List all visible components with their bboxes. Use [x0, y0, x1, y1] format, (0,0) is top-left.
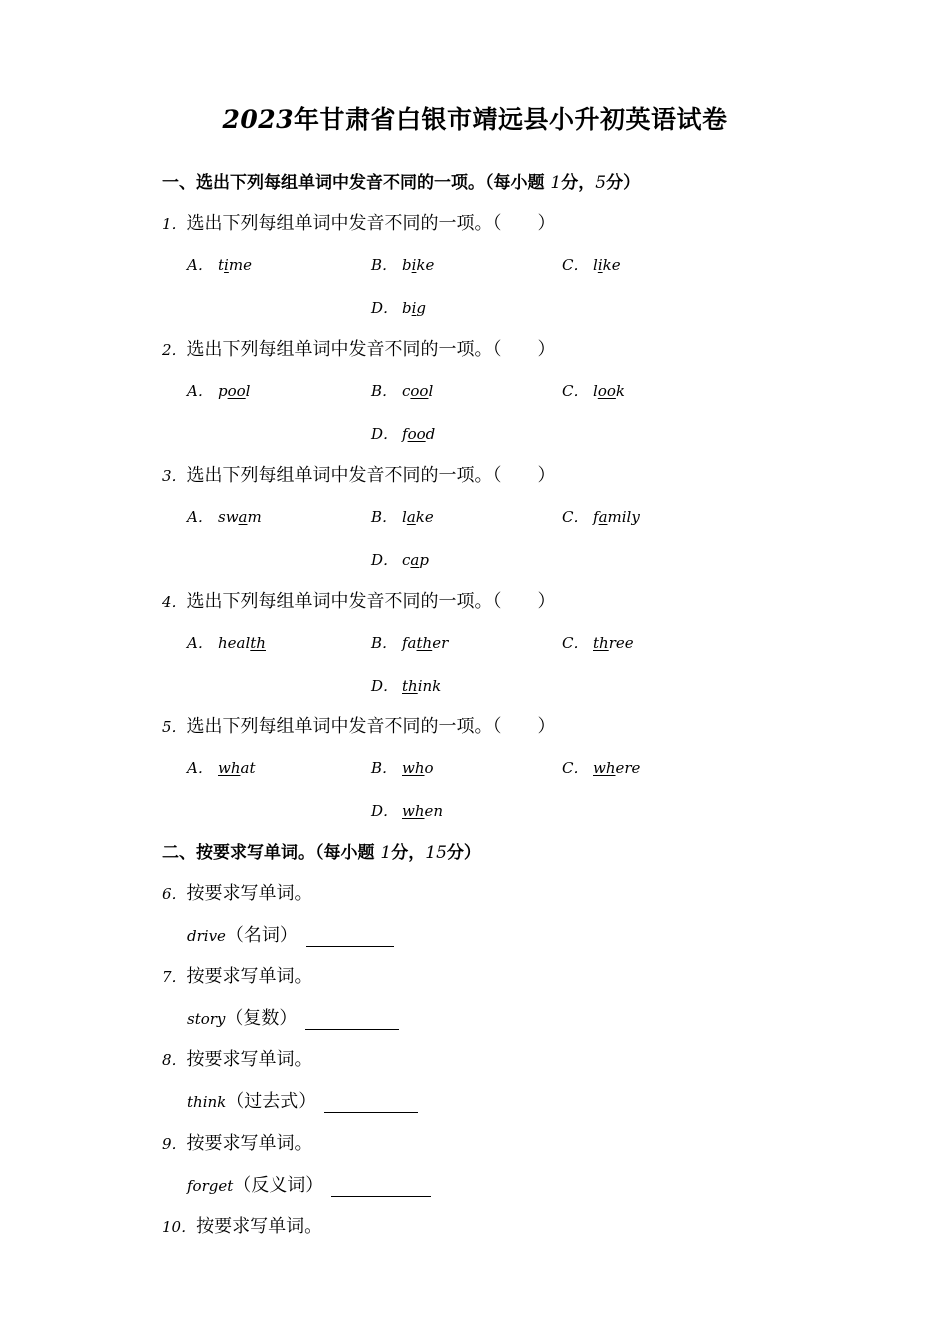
- question-1: 1．选出下列每组单词中发音不同的一项。（ ）: [162, 213, 556, 234]
- page-title: [0, 100, 950, 136]
- q8-answer-blank[interactable]: [324, 1092, 418, 1113]
- q5-option-d[interactable]: D． when: [371, 802, 444, 820]
- section-2-heading: 二、按要求写单词。（每小题 1分，15分）: [162, 843, 481, 863]
- q5-option-b[interactable]: B． who: [371, 759, 434, 777]
- q8-prompt: think（过去式）: [187, 1087, 418, 1113]
- q6-prompt: drive（名词）: [187, 921, 394, 947]
- q3-option-d[interactable]: D． cap: [371, 551, 429, 569]
- question-5: 5．选出下列每组单词中发音不同的一项。（ ）: [162, 716, 556, 737]
- q1-option-a[interactable]: A． time: [187, 256, 252, 274]
- q4-option-c[interactable]: C． three: [562, 634, 634, 652]
- title-year: 2023: [222, 105, 295, 134]
- q4-option-b[interactable]: B． father: [371, 634, 449, 652]
- q2-option-b[interactable]: B． cool: [371, 382, 434, 400]
- q9-answer-blank[interactable]: [331, 1176, 431, 1197]
- q6-answer-blank[interactable]: [306, 926, 394, 947]
- question-9: 9．按要求写单词。: [162, 1133, 313, 1154]
- q5-option-c[interactable]: C． where: [562, 759, 641, 777]
- q5-option-a[interactable]: A． what: [187, 759, 256, 777]
- q2-option-a[interactable]: A． pool: [187, 382, 251, 400]
- question-6: 6．按要求写单词。: [162, 883, 313, 904]
- q2-option-d[interactable]: D． food: [371, 425, 436, 443]
- q2-option-c[interactable]: C． look: [562, 382, 625, 400]
- question-2: 2．选出下列每组单词中发音不同的一项。（ ）: [162, 339, 556, 360]
- q9-prompt: forget（反义词）: [187, 1171, 431, 1197]
- question-7: 7．按要求写单词。: [162, 966, 313, 987]
- q1-option-c[interactable]: C． like: [562, 256, 621, 274]
- section-1-heading: 一、选出下列每组单词中发音不同的一项。（每小题 1分，5分）: [162, 173, 641, 193]
- q7-answer-blank[interactable]: [305, 1009, 399, 1030]
- q1-option-d[interactable]: D． big: [371, 299, 427, 317]
- q4-option-a[interactable]: A． health: [187, 634, 266, 652]
- question-10: 10．按要求写单词。: [162, 1216, 323, 1237]
- question-3: 3．选出下列每组单词中发音不同的一项。（ ）: [162, 465, 556, 486]
- q7-prompt: story（复数）: [187, 1004, 399, 1030]
- q3-option-b[interactable]: B． lake: [371, 508, 434, 526]
- question-8: 8．按要求写单词。: [162, 1049, 313, 1070]
- q4-option-d[interactable]: D． think: [371, 677, 442, 695]
- question-4: 4．选出下列每组单词中发音不同的一项。（ ）: [162, 591, 556, 612]
- q3-option-a[interactable]: A． swam: [187, 508, 262, 526]
- q3-option-c[interactable]: C． family: [562, 508, 640, 526]
- q1-option-b[interactable]: B． bike: [371, 256, 435, 274]
- title-text: 年甘肃省白银市靖远县小升初英语试卷: [294, 105, 728, 134]
